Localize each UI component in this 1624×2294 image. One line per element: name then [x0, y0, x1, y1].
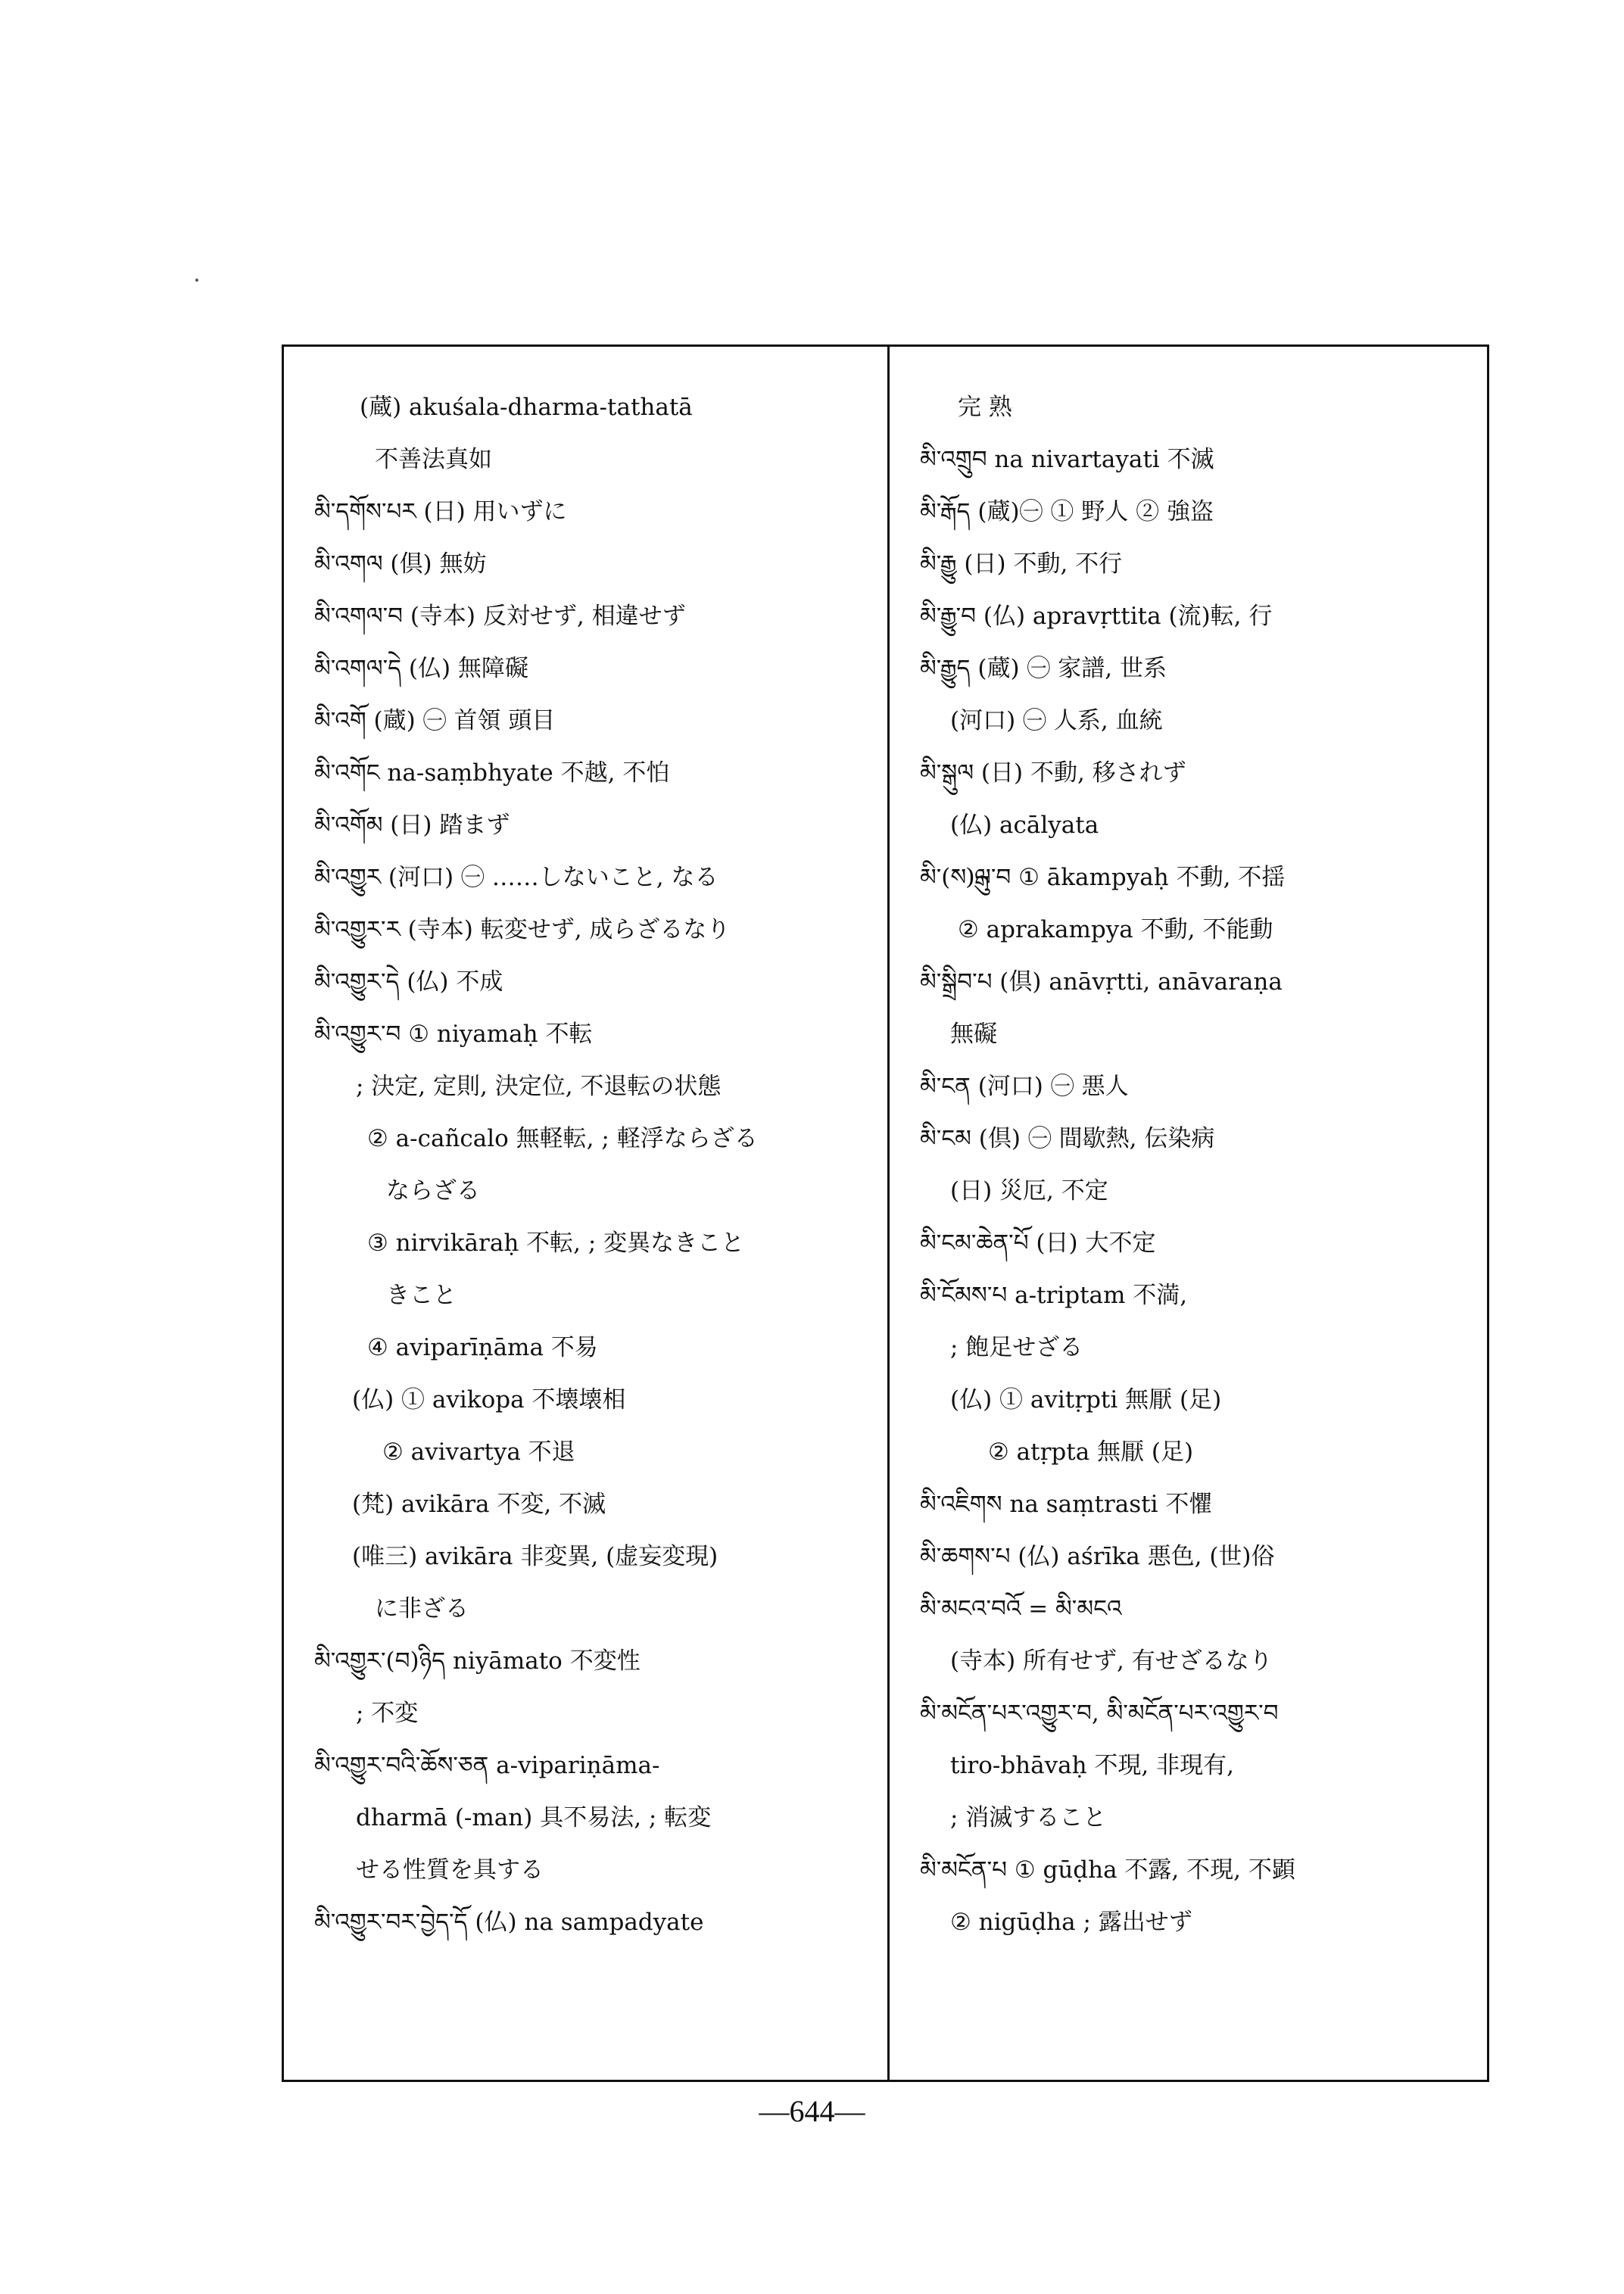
dictionary-entry-line: མི་འགལ (倶) 無妨 [314, 550, 487, 578]
scan-speck [195, 279, 198, 282]
dictionary-entry-line: མི་འགལ་དེ (仏) 無障礙 [314, 655, 528, 682]
dictionary-entry-line: ② nigūḍha ; 露出せず [950, 1909, 1192, 1936]
dictionary-entry-line: མི་དགོས་པར (日) 用いずに [314, 498, 567, 525]
dictionary-entry-line: མི་འགྱུར་དེ (仏) 不成 [314, 968, 503, 996]
dictionary-entry-line: (蔵) akuśala-dharma-tathatā [360, 394, 693, 421]
dictionary-entry-line: ② avivartya 不退 [382, 1438, 575, 1466]
dictionary-entry-line: dharmā (-man) 具不易法, ; 転変 [356, 1804, 712, 1831]
dictionary-entry-line: (仏) acālyata [950, 812, 1099, 839]
dictionary-entry-line: 無礙 [950, 1021, 997, 1048]
dictionary-entry-line: མི་རྒྱུད (蔵) ㊀ 家譜, 世系 [920, 655, 1167, 682]
dictionary-entry-line: མི་མངའ་བའོ = མི་མངའ [920, 1595, 1122, 1622]
dictionary-entry-line: མི་ཆགས་པ (仏) aśrīka 悪色, (世)俗 [920, 1543, 1275, 1570]
dictionary-entry-line: མི་རྒོད (蔵)㊀ ① 野人 ② 強盗 [920, 498, 1214, 525]
dictionary-entry-line: に非ざる [375, 1595, 469, 1622]
dictionary-entry-line: མི་འགོམ (日) 踏まず [314, 812, 510, 839]
dictionary-entry-line: མི་འགྱུར་(བ)ཉིད niyāmato 不変性 [314, 1647, 641, 1675]
dictionary-entry-line: མི་མངོན་པ ① gūḍha 不露, 不現, 不顕 [920, 1856, 1295, 1884]
dictionary-entry-line: མི་འགོ (蔵) ㊀ 首領 頭目 [314, 707, 556, 734]
dictionary-entry-line: མི་(ས)ྒུལ་བ ① ākampyaḥ 不動, 不揺 [920, 864, 1286, 891]
dictionary-entry-line: མི་ངོམས་པ a-triptam 不満, [920, 1282, 1188, 1309]
dictionary-entry-line: མི་འགྱུར་ར (寺本) 転変せず, 成らざるなり [314, 916, 731, 943]
dictionary-entry-line: མི་འགྱུར་བར་བྱེད་དོ (仏) na sampadyate [314, 1909, 704, 1936]
dictionary-entry-line: (唯三) avikāra 非変異, (虚妄変現) [352, 1543, 718, 1570]
dictionary-entry-line: མི་འགྱུར་བ ① niyamaḥ 不転 [314, 1021, 593, 1048]
dictionary-entry-line: མི་འགྱུར (河口) ㊀ ……しないこと, なる [314, 864, 718, 891]
dictionary-entry-line: མི་འཇིགས na saṃtrasti 不懼 [920, 1491, 1213, 1518]
dictionary-entry-line: ④ aviparīṇāma 不易 [367, 1334, 598, 1361]
dictionary-entry-line: (梵) avikāra 不変, 不滅 [352, 1491, 606, 1518]
dictionary-entry-line: མི་ངན (河口) ㊀ 悪人 [920, 1073, 1129, 1100]
dictionary-entry-line: མི་ངམ (倶) ㊀ 間歇熱, 伝染病 [920, 1125, 1215, 1152]
right-column [890, 347, 1487, 2080]
dictionary-entry-line: མི་མངོན་པར་འགྱུར་བ, མི་མངོན་པར་འགྱུར་བ [920, 1700, 1279, 1727]
dictionary-entry-line: མི་ངམ་ཆེན་པོ (日) 大不定 [920, 1230, 1156, 1257]
dictionary-entry-line: ② a-cañcalo 無軽転, ; 軽浮ならざる [367, 1125, 758, 1152]
dictionary-entry-line: 完 熟 [958, 394, 1012, 421]
dictionary-entry-line: མི་འགལ་བ (寺本) 反対せず, 相違せず [314, 603, 686, 630]
dictionary-entry-line: ならざる [386, 1177, 480, 1205]
dictionary-entry-line: ③ nirvikāraḥ 不転, ; 変異なきこと [367, 1230, 745, 1257]
page-number: —644— [759, 2094, 865, 2128]
dictionary-entry-line: ; 決定, 定則, 決定位, 不退転の状態 [356, 1073, 722, 1100]
dictionary-entry-line: きこと [386, 1282, 457, 1309]
dictionary-entry-line: མི་རྒྱུ (日) 不動, 不行 [920, 550, 1123, 578]
left-column [284, 347, 887, 2080]
dictionary-entry-line: ② atṛpta 無厭 (足) [988, 1438, 1194, 1466]
dictionary-entry-line: せる性質を具する [356, 1856, 544, 1884]
dictionary-frame [282, 344, 1489, 2082]
dictionary-entry-line: ; 不変 [356, 1700, 419, 1727]
dictionary-entry-line: ② aprakampya 不動, 不能動 [958, 916, 1273, 943]
dictionary-entry-line: མི་སྒུལ (日) 不動, 移されず [920, 759, 1186, 787]
dictionary-entry-line: ; 消滅すること [950, 1804, 1107, 1831]
dictionary-entry-line: མི་སྒྲིབ་པ (倶) anāvṛtti, anāvaraṇa [920, 968, 1283, 996]
dictionary-entry-line: མི་འགོང na-saṃbhyate 不越, 不怕 [314, 759, 670, 787]
dictionary-entry-line: (仏) ① avikopa 不壊壊相 [352, 1386, 626, 1413]
dictionary-entry-line: མི་འགྱུར་བའི་ཆོས་ཅན a-vipariṇāma- [314, 1752, 660, 1779]
dictionary-entry-line: མི་འགྲུབ na nivartayati 不滅 [920, 446, 1214, 473]
dictionary-entry-line: tiro-bhāvaḥ 不現, 非現有, [950, 1752, 1234, 1779]
dictionary-entry-line: ; 飽足せざる [950, 1334, 1083, 1361]
dictionary-entry-line: (寺本) 所有せず, 有せざるなり [950, 1647, 1273, 1675]
dictionary-entry-line: (河口) ㊀ 人系, 血統 [950, 707, 1163, 734]
dictionary-entry-line: 不善法真如 [375, 446, 492, 473]
dictionary-entry-line: (仏) ① avitṛpti 無厭 (足) [950, 1386, 1222, 1413]
dictionary-entry-line: མི་རྒྱུ་བ (仏) apravṛttita (流)転, 行 [920, 603, 1273, 630]
dictionary-entry-line: (日) 災厄, 不定 [950, 1177, 1108, 1205]
